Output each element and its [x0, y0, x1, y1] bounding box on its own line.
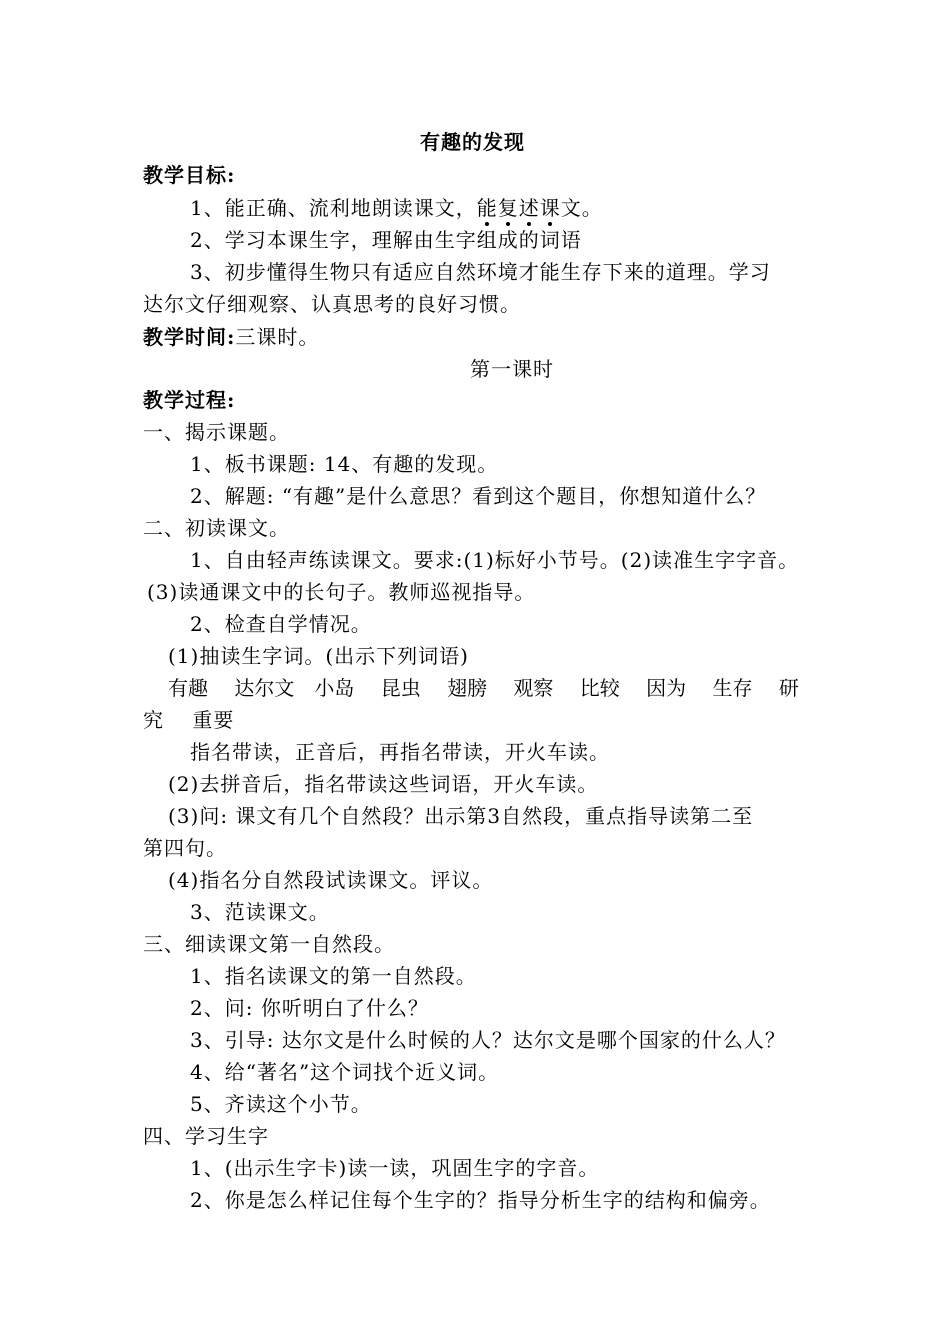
step-3-1: 1、指名读课文的第一自然段。 — [190, 964, 477, 988]
section-2: 二、初读课文。 — [143, 516, 290, 540]
goal-2: 2、学习本课生字，理解由生字组成的词语 — [190, 228, 582, 252]
step-2-2-2: (2)去拼音后，指名带读这些词语，开火车读。 — [168, 772, 599, 796]
step-3-3: 3、引导: 达尔文是什么时候的人？达尔文是哪个国家的什么人？ — [190, 1028, 786, 1052]
goal-1: 1、能正确、流利地朗读课文，能复述课文。 — [190, 196, 603, 220]
step-3-5: 5、齐读这个小节。 — [190, 1092, 372, 1116]
step-1-2: 2、解题: “有趣”是什么意思？看到这个题目，你想知道什么？ — [190, 484, 767, 508]
step-1-1: 1、板书课题: 14、有趣的发现。 — [190, 452, 499, 476]
step-2-2-3: (3)问: 课文有几个自然段？出示第3自然段，重点指导读第二至 — [168, 804, 754, 828]
heading-goals: 教学目标: — [143, 163, 236, 187]
goal-3: 3、初步懂得生物只有适应自然环境才能生存下来的道理。学习 — [190, 260, 771, 284]
read-instruction: 指名带读，正音后，再指名带读，开火车读。 — [190, 740, 610, 764]
step-2-1-cont: (3)读通课文中的长句子。教师巡视指导。 — [147, 580, 536, 604]
section-1: 一、揭示课题。 — [143, 420, 290, 444]
step-4-1: 1、(出示生字卡)读一读，巩固生字的字音。 — [190, 1156, 600, 1180]
step-2-2: 2、检查自学情况。 — [190, 612, 372, 636]
goal-3-cont: 达尔文仔细观察、认真思考的良好习惯。 — [143, 292, 521, 316]
step-2-2-1: (1)抽读生字词。(出示下列词语) — [168, 644, 469, 668]
step-2-3: 3、范读课文。 — [190, 900, 330, 924]
section-4: 四、学习生字 — [143, 1124, 269, 1148]
step-3-4: 4、给“著名”这个词找个近义词。 — [190, 1060, 500, 1084]
step-2-1: 1、自由轻声练读课文。要求:(1)标好小节号。(2)读准生字字音。 — [190, 548, 800, 572]
step-2-2-3-cont: 第四句。 — [143, 836, 227, 860]
section-3: 三、细读课文第一自然段。 — [143, 932, 395, 956]
document-title: 有趣的发现 — [420, 130, 525, 154]
teaching-time: 教学时间:三课时。 — [143, 325, 320, 349]
heading-process: 教学过程: — [143, 388, 236, 412]
step-3-2: 2、问: 你听明白了什么？ — [190, 996, 429, 1020]
lesson-heading: 第一课时 — [470, 357, 554, 381]
step-2-2-4: (4)指名分自然段试读课文。评议。 — [168, 868, 494, 892]
word-list-cont: 究 重要 — [143, 708, 235, 732]
step-4-2: 2、你是怎么样记住每个生字的？指导分析生字的结构和偏旁。 — [190, 1188, 771, 1212]
word-list: 有趣 达尔文 小岛 昆虫 翅膀 观察 比较 因为 生存 研 — [168, 676, 799, 700]
